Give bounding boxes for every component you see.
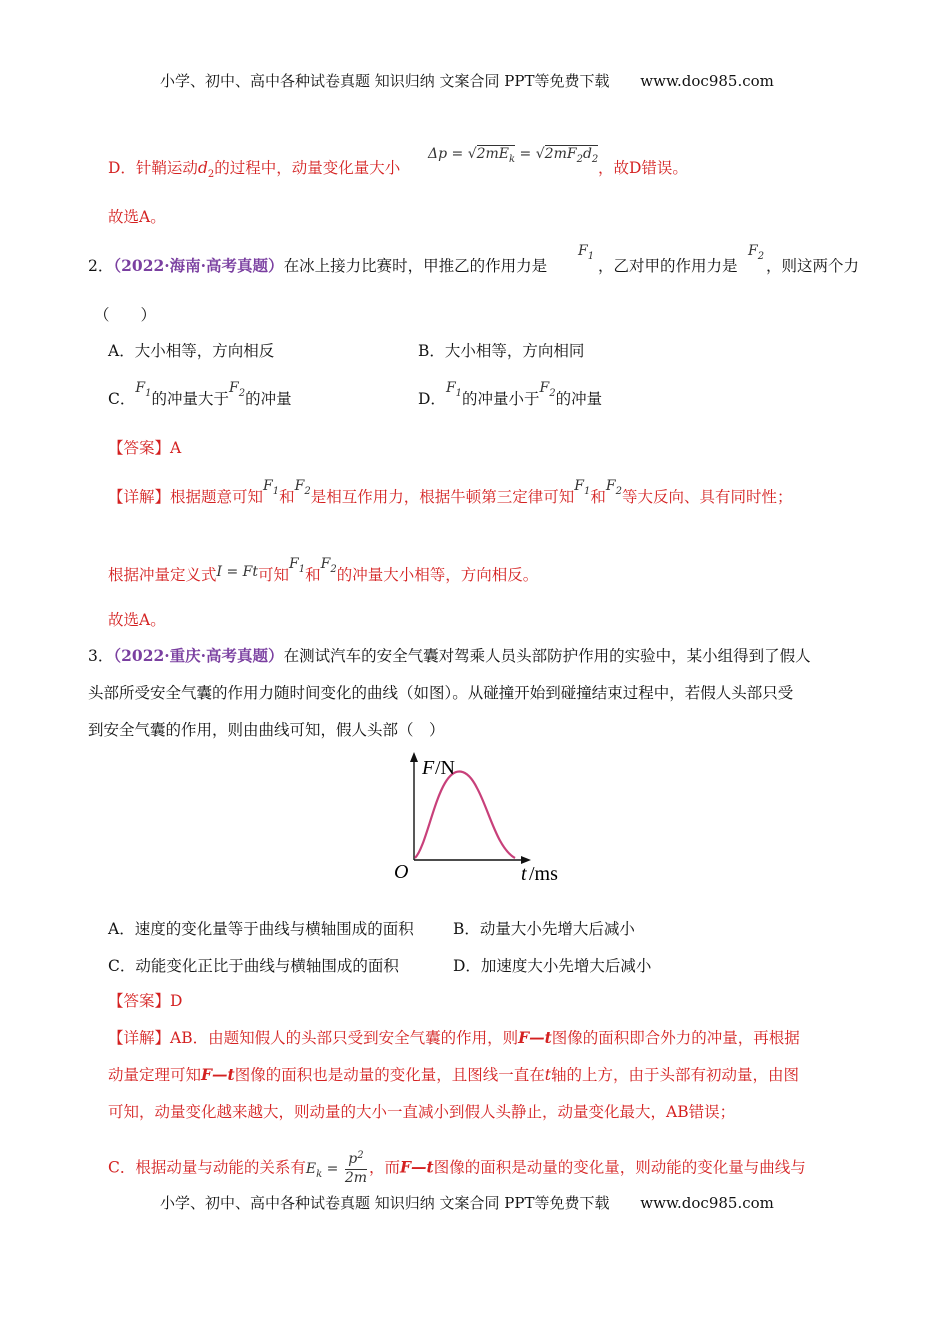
- q2-c-f2: $F_2$: [228, 380, 246, 399]
- q3-option-c[interactable]: C．动能变化正比于曲线与横轴围成的面积: [108, 957, 399, 975]
- q2-c-f1: $F_1$: [135, 380, 152, 399]
- q3-stem-line3: 到安全气囊的作用，则由曲线可知，假人头部（ ）: [88, 721, 445, 739]
- q3-option-a[interactable]: A．速度的变化量等于曲线与横轴围成的面积: [108, 920, 414, 938]
- origin-label: O: [394, 861, 409, 883]
- q2-stem: [88, 255, 547, 277]
- q2-detail-line1: 【详解】根据题意可知$F_1$和$F_2$是相互作用力，根据牛顿第三定律可知$F_1$和$F_2$等大反向、具有同时性；: [108, 478, 793, 506]
- q2-detail-line2: 根据冲量定义式I = Ft可知$F_1$和$F_2$的冲量大小相等，方向相反。: [108, 556, 539, 584]
- formula-rad2-sub2: 2: [591, 154, 599, 165]
- q2-option-a[interactable]: A．大小相等，方向相反: [108, 342, 275, 360]
- prev-conclusion: 故选A。: [108, 208, 166, 226]
- q3-detail-line1: 【详解】AB．由题知假人的头部只受到安全气囊的作用，则F—t图像的面积即合外力的冲量，再根据: [108, 1028, 800, 1047]
- momentum-formula: $\Delta p = √2mE_k = √2mF_2d_2$: [428, 146, 599, 165]
- y-axis-label-unit: /N: [435, 757, 455, 779]
- q3-option-d[interactable]: D．加速度大小先增大后减小: [453, 957, 652, 975]
- formula-lhs: Δp =: [428, 146, 468, 162]
- q2-paren: （ ）: [94, 306, 157, 324]
- formula-rad2: 2mF: [544, 146, 577, 162]
- impulse-formula: I = Ft: [216, 564, 259, 580]
- q2-d-f2: $F_2$: [539, 380, 556, 399]
- formula-eq2: =: [515, 146, 536, 162]
- x-axis-label-unit: /ms: [529, 863, 558, 885]
- header-url[interactable]: www.doc985.com: [640, 72, 774, 90]
- q3-detail-line4: C．根据动量与动能的关系有$E_k$ = $\frac{p^2}{2m}$ ，而F—t图像的面积是动量的变化量，则动能的变化量与曲线与: [108, 1150, 806, 1186]
- q3-stem-line2: 头部所受安全气囊的作用力随时间变化的曲线（如图）。从碰撞开始到碰撞结束过程中，若假人头部只受: [88, 684, 794, 702]
- prev-d-suffix: ，故D错误。: [598, 159, 688, 177]
- q3-stem-line1: 3．（2022·重庆·高考真题）在测试汽车的安全气囊对驾乘人员头部防护作用的实验中，某小组得到了假人: [88, 646, 811, 665]
- prev-d-mid: 的过程中，动量变化量大小: [214, 159, 401, 177]
- page-header: [160, 70, 774, 91]
- formula-rad2-tail: d: [582, 146, 592, 162]
- header-text: 小学、初中、高中各种试卷真题 知识归纳 文案合同 PPT等免费下载: [160, 72, 610, 90]
- y-axis-arrow: [410, 752, 418, 762]
- x-axis-label-var: t: [521, 863, 527, 885]
- q2-answer: 【答案】A: [108, 439, 182, 457]
- q2-source: （2022·海南·高考真题）: [113, 256, 284, 275]
- prev-d-var: d: [197, 159, 208, 177]
- y-axis-label-var: F: [422, 757, 435, 779]
- q3-source: （2022·重庆·高考真题）: [113, 646, 284, 665]
- formula-rad1-sub: k: [509, 154, 516, 165]
- q2-f2-symbol: $F_2$: [748, 243, 765, 262]
- energy-fraction: $\frac{p^2}{2m}$: [344, 1150, 367, 1186]
- page-footer: [160, 1192, 774, 1213]
- footer-text: 小学、初中、高中各种试卷真题 知识归纳 文案合同 PPT等免费下载: [160, 1194, 610, 1212]
- q3-detail-line3: 可知，动量变化越来越大，则动量的大小一直减小到假人头静止，动量变化最大，AB错误；: [108, 1103, 736, 1121]
- force-curve: [415, 772, 515, 858]
- footer-url[interactable]: www.doc985.com: [640, 1194, 774, 1212]
- q2-f1-symbol: $F_1$: [578, 243, 595, 262]
- prev-option-d: [108, 157, 400, 182]
- q3-answer: 【答案】D: [108, 992, 183, 1010]
- prev-d-prefix: D．针鞘运动: [108, 159, 198, 177]
- q3-option-b[interactable]: B．动量大小先增大后减小: [453, 920, 635, 938]
- q2-stem-a: 在冰上接力比赛时，甲推乙的作用力是: [283, 257, 548, 275]
- q2-d-f1: $F_1$: [445, 380, 463, 399]
- formula-rad1: 2mE: [476, 146, 510, 162]
- q2-conclusion: 故选A。: [108, 611, 166, 629]
- q2-stem-b: ，乙对甲的作用力是: [598, 257, 738, 275]
- formula-rad2-sub1: 2: [576, 154, 583, 165]
- q2-stem-c: ，则这两个力: [766, 257, 860, 275]
- q3-detail-line2: 动量定理可知F—t图像的面积也是动量的变化量，且图线一直在t轴的上方，由于头部有初动量，由图: [108, 1065, 799, 1084]
- q2-option-c[interactable]: C．$F_1$的冲量大于$F_2$的冲量: [108, 380, 292, 408]
- q2-option-d[interactable]: D．$F_1$的冲量小于$F_2$的冲量: [418, 380, 603, 408]
- force-time-graph: [385, 748, 585, 888]
- q2-option-b[interactable]: B．大小相等，方向相同: [418, 342, 585, 360]
- prev-d-sub: 2: [207, 169, 215, 180]
- q2-number: 2．: [88, 257, 114, 275]
